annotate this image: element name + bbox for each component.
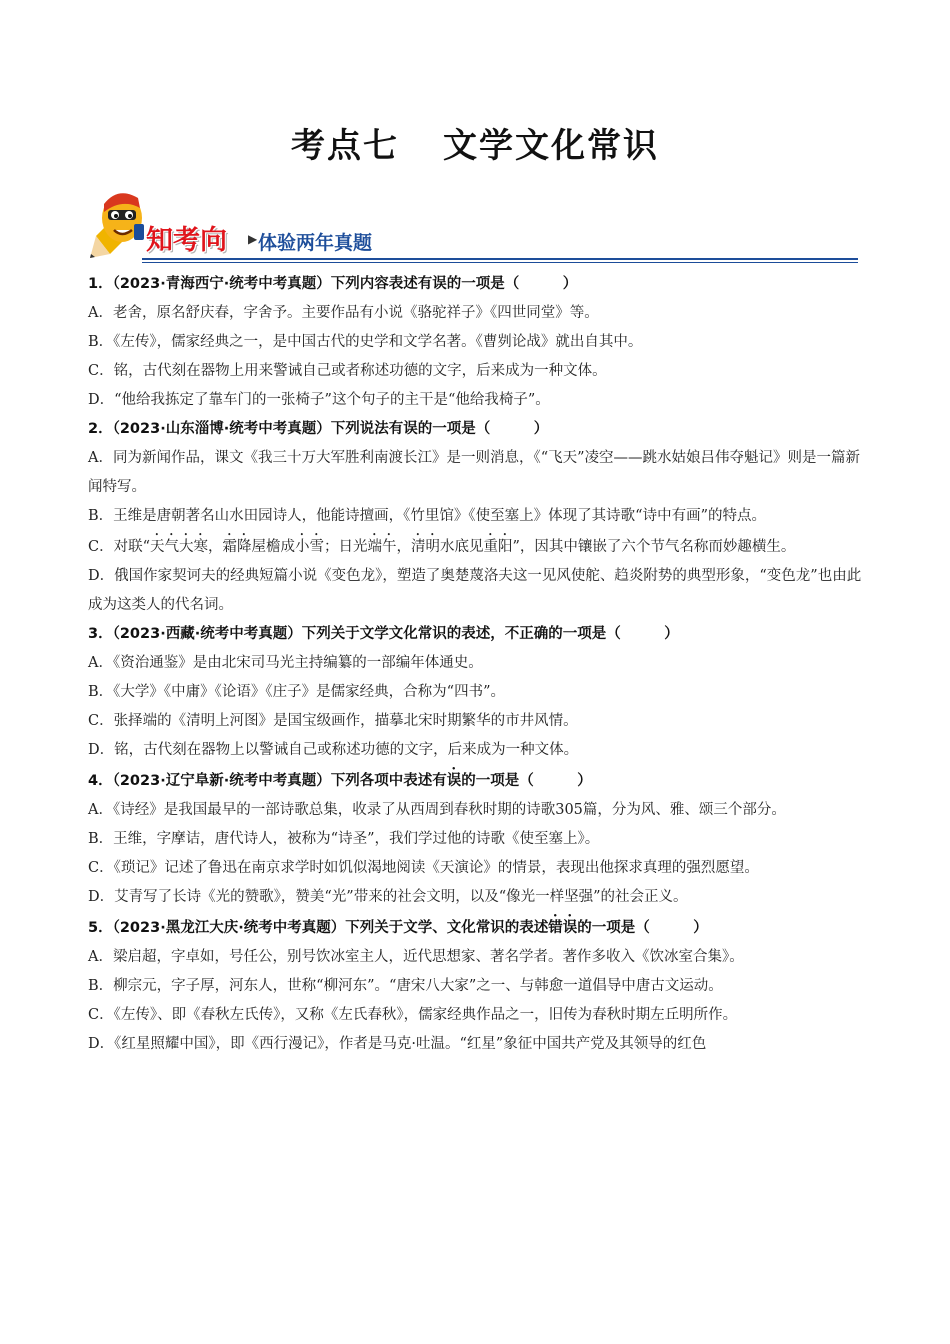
option-a: A．《资治通鉴》是由北宋司马光主持编纂的一部编年体通史。 bbox=[88, 655, 483, 671]
emphasis-dots: 天气大寒 bbox=[150, 539, 209, 555]
emphasis-dots: 端午 bbox=[367, 539, 397, 555]
banner-rule bbox=[142, 258, 858, 260]
option-c: C．《左传》、即《春秋左氏传》，又称《左氏春秋》，儒家经典作品之一，旧传为春秋时期左丘明所作。 bbox=[88, 1007, 738, 1023]
option-a: A．《诗经》是我国最早的一部诗歌总集，收录了从西周到春秋时期的诗歌305篇，分为风、雅、颂三个部分。 bbox=[88, 802, 786, 818]
option-d: D．艾青写了长诗《光的赞歌》，赞美“光”带来的社会文明，以及“像光一样坚强”的社会正义。 bbox=[88, 889, 688, 905]
question-stem: 1．（2023·青海西宁·统考中考真题）下列内容表述有误的一项是（ ） bbox=[88, 276, 578, 292]
section-banner bbox=[88, 184, 858, 262]
option-c: C．铭，古代刻在器物上用来警诫自己或者称述功德的文字，后来成为一种文体。 bbox=[88, 363, 607, 379]
option-c: C．对联“天气大寒，霜降屋檐成小雪；日光端午，清明水底见重阳”，因其中镶嵌了六个节气名称而妙趣横生。 bbox=[88, 539, 796, 555]
emphasis-dots: 误 bbox=[446, 773, 462, 789]
option-b: B．王维是唐朝著名山水田园诗人，他能诗擅画，《竹里馆》《使至塞上》体现了其诗歌“诗中有画”的特点。 bbox=[88, 508, 766, 524]
option-a: A．梁启超，字卓如，号任公，别号饮冰室主人，近代思想家、著名学者。著作多收入《饮冰室合集》。 bbox=[88, 949, 744, 965]
option-d: D．“他给我拣定了靠车门的一张椅子”这个句子的主干是“他给我椅子”。 bbox=[88, 392, 550, 408]
option-b: B．《大学》《中庸》《论语》《庄子》是儒家经典，合称为“四书”。 bbox=[88, 684, 505, 700]
option-d: D．铭，古代刻在器物上以警诫自己或称述功德的文字，后来成为一种文体。 bbox=[88, 742, 579, 758]
option-b: B．王维，字摩诘，唐代诗人，被称为“诗圣”，我们学过他的诗歌《使至塞上》。 bbox=[88, 831, 600, 847]
pencil-mascot-icon bbox=[88, 184, 148, 260]
emphasis-dots: 错误 bbox=[548, 920, 578, 936]
banner-title: 知考向 bbox=[146, 225, 227, 256]
banner-rule-thin bbox=[142, 262, 858, 263]
emphasis-dots: 霜降 bbox=[222, 539, 252, 555]
question-stem: 5．（2023·黑龙江大庆·统考中考真题）下列关于文学、文化常识的表述错误的一项是（ ） bbox=[88, 920, 708, 936]
question-list bbox=[88, 270, 864, 1059]
option-a: A．老舍，原名舒庆春，字舍予。主要作品有小说《骆驼祥子》《四世同堂》等。 bbox=[88, 305, 599, 321]
banner-subtitle: 体验两年真题 bbox=[258, 232, 373, 254]
emphasis-dots: 重阳 bbox=[483, 539, 513, 555]
option-d: D．《红星照耀中国》，即《西行漫记》，作者是马克·吐温。“红星”象征中国共产党及其领导的红色 bbox=[88, 1036, 707, 1052]
option-c: C．张择端的《清明上河图》是国宝级画作，描摹北宋时期繁华的市井风情。 bbox=[88, 713, 578, 729]
triangle-right-icon: ▶ bbox=[248, 232, 258, 246]
option-a: A．同为新闻作品，课文《我三十万大军胜利南渡长江》是一则消息，《“飞天”凌空——跳水姑娘吕伟夺魁记》则是一篇新闻特写。 bbox=[88, 450, 861, 495]
emphasis-dots: 小雪 bbox=[295, 539, 325, 555]
option-d: D．俄国作家契诃夫的经典短篇小说《变色龙》，塑造了奥楚蔑洛夫这一见风使舵、趋炎附势的典型形象，“变色龙”也由此成为这类人的代名词。 bbox=[88, 568, 862, 613]
page-title bbox=[0, 118, 950, 167]
question-stem: 2．（2023·山东淄博·统考中考真题）下列说法有误的一项是（ ） bbox=[88, 421, 549, 437]
title-part1: 考点七 bbox=[291, 126, 399, 166]
title-part2: 文学文化常识 bbox=[443, 126, 659, 166]
option-b: B．柳宗元，字子厚，河东人，世称“柳河东”。“唐宋八大家”之一、与韩愈一道倡导中唐古文运动。 bbox=[88, 978, 723, 994]
option-b: B．《左传》，儒家经典之一，是中国古代的史学和文学名著。《曹刿论战》就出自其中。 bbox=[88, 334, 643, 350]
question-stem: 4．（2023·辽宁阜新·统考中考真题）下列各项中表述有误的一项是（ ） bbox=[88, 773, 592, 789]
option-c: C．《琐记》记述了鲁迅在南京求学时如饥似渴地阅读《天演论》的情景，表现出他探求真理的强烈愿望。 bbox=[88, 860, 759, 876]
emphasis-dots: 清明 bbox=[411, 539, 441, 555]
question-stem: 3．（2023·西藏·统考中考真题）下列关于文学文化常识的表述，不正确的一项是（ ） bbox=[88, 626, 679, 642]
